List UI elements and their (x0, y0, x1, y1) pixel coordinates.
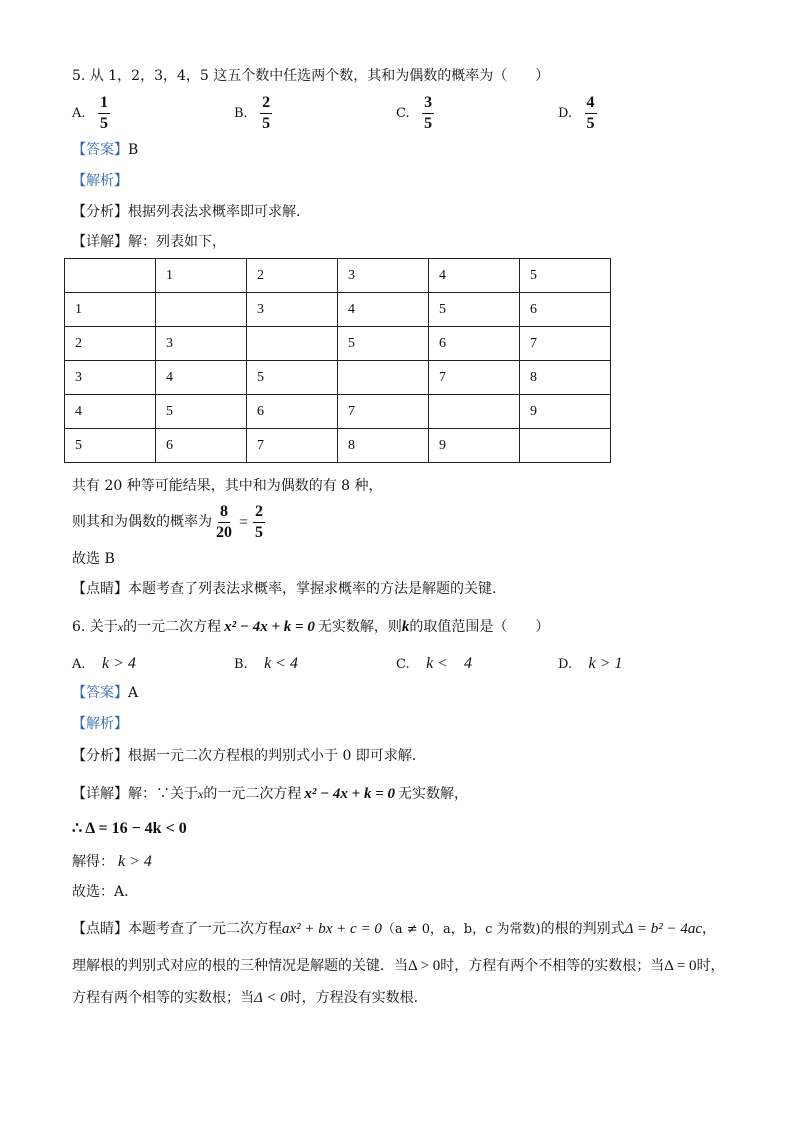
q5-answer (72, 142, 138, 159)
table-cell: 2 (65, 327, 156, 361)
var-k: k (401, 619, 410, 635)
q6-therefore: ∴ Δ = 16 − 4k < 0 (72, 820, 187, 837)
coefficient-condition: （a ≠ 0，a，b，c 为常数) (381, 922, 541, 937)
table-cell: 4 (156, 361, 247, 395)
table-cell: 6 (247, 395, 338, 429)
table-cell: 3 (65, 361, 156, 395)
dianjing-text: 本题考查了一元二次方程 (128, 921, 282, 937)
table-cell: 5 (520, 259, 611, 293)
delta-zero: Δ = 0 (664, 958, 697, 974)
dianjing-text: 理解根的判别式对应的根的三种情况是解题的关键．当 (72, 958, 408, 974)
q5-analysis-tag: 【解析】 (72, 173, 128, 189)
q5-dianjing (72, 581, 496, 598)
table-cell: 2 (247, 259, 338, 293)
q5-probability (72, 503, 265, 541)
table-cell: 3 (247, 293, 338, 327)
table-cell: 4 (338, 293, 429, 327)
q6-dianjing-line3 (72, 989, 418, 1007)
q5-detail (72, 234, 226, 251)
table-row (65, 361, 611, 395)
answer-tag: 【答案】 (72, 142, 128, 158)
solve-result: k > 4 (118, 853, 152, 870)
prob-equals: = (239, 513, 249, 531)
q5-option-c (396, 94, 434, 132)
option-text: k > 1 (588, 655, 623, 672)
option-fraction: $\frac{4}{5}$ (586, 94, 595, 132)
fenxi-text: 根据一元二次方程根的判别式小于 0 即可求解. (128, 748, 417, 764)
table-cell: 3 (338, 259, 429, 293)
table-cell: 9 (520, 395, 611, 429)
option-letter: C. (396, 106, 410, 122)
option-text: k > 4 (101, 655, 136, 672)
dianjing-text: 时，方程有两个不相等的实数根；当 (440, 958, 665, 974)
option-letter: D. (558, 106, 573, 122)
q6-option-c (396, 654, 472, 673)
q6-option-d (558, 654, 622, 673)
dianjing-text: 本题考查了列表法求概率，掌握求概率的方法是解题的关键. (128, 581, 497, 597)
prob-fraction-2: $\frac{2}{5}$ (255, 503, 264, 541)
option-letter: D. (558, 657, 573, 672)
table-row (65, 327, 611, 361)
table-cell: 6 (429, 327, 520, 361)
q6-fenxi (72, 748, 416, 765)
prob-prefix: 则其和为偶数的概率为 (72, 513, 212, 530)
table-row (65, 395, 611, 429)
q6-option-a (72, 654, 136, 673)
dianjing-text: 时， (696, 958, 725, 974)
table-cell: 7 (429, 361, 520, 395)
table-cell: 4 (65, 395, 156, 429)
table-cell: 7 (520, 327, 611, 361)
table-cell: 5 (247, 361, 338, 395)
table-cell (65, 259, 156, 293)
table-cell: 5 (429, 293, 520, 327)
dianjing-text: 方程有两个相等的实数根；当 (72, 990, 254, 1006)
equation: x² − 4x + k = 0 (224, 619, 315, 635)
q6-solve (72, 852, 152, 871)
detail-text: 解：列表如下， (128, 234, 226, 250)
stem-part: 无实数解，则 (317, 619, 402, 635)
general-equation: ax² + bx + c = 0 (282, 921, 382, 937)
answer-tag: 【答案】 (72, 685, 128, 701)
fenxi-tag: 【分析】 (72, 204, 128, 220)
table-cell: 1 (156, 259, 247, 293)
table-cell (520, 429, 611, 463)
equation: x² − 4x + k = 0 (304, 786, 396, 802)
table-cell: 5 (338, 327, 429, 361)
q5-choose: 故选 B (72, 551, 115, 567)
answer-value: A (128, 685, 139, 701)
stem-part: 的一元二次方程 (123, 619, 222, 635)
q6-dianjing-line2 (72, 957, 725, 975)
dianjing-tag: 【点睛】 (72, 921, 128, 937)
table-row (65, 259, 611, 293)
table-cell: 8 (338, 429, 429, 463)
table-cell (247, 327, 338, 361)
detail-tag: 【详解】 (72, 234, 128, 250)
table-cell (429, 395, 520, 429)
option-letter: B. (234, 657, 248, 672)
table-cell: 3 (156, 327, 247, 361)
option-letter: A. (72, 657, 86, 672)
dianjing-tag: 【点睛】 (72, 581, 128, 597)
table-cell: 8 (520, 361, 611, 395)
table-cell: 7 (338, 395, 429, 429)
option-text: k < 4 (264, 655, 299, 672)
q5-total-line: 共有 20 种等可能结果，其中和为偶数的有 8 种， (72, 478, 383, 494)
q5-option-a (72, 94, 110, 132)
stem-part: 的取值范围是（ ） (409, 619, 550, 635)
option-fraction: $\frac{3}{5}$ (424, 94, 433, 132)
q5-stem: 5. 从 1，2，3，4，5 这五个数中任选两个数，其和为偶数的概率为（ ） (72, 68, 550, 84)
table-cell: 5 (156, 395, 247, 429)
delta-negative: Δ < 0 (254, 990, 288, 1006)
option-fraction: $\frac{1}{5}$ (99, 94, 108, 132)
detail-text: 的一元二次方程 (203, 786, 302, 802)
prob-fraction-1: $\frac{8}{20}$ (216, 503, 232, 541)
dianjing-text: 时，方程没有实数根. (287, 990, 419, 1006)
table-cell (156, 293, 247, 327)
delta-positive: Δ > 0 (408, 958, 441, 974)
table-cell: 5 (65, 429, 156, 463)
q6-detail (72, 785, 468, 803)
discriminant-formula: Δ = b² − 4ac (624, 921, 703, 937)
table-cell: 7 (247, 429, 338, 463)
q5-fenxi (72, 204, 300, 221)
q5-option-b (234, 94, 272, 132)
q6-stem (72, 618, 549, 636)
option-letter: B. (234, 106, 248, 122)
option-letter: A. (72, 106, 86, 122)
q6-option-b (234, 654, 298, 673)
table-row (65, 293, 611, 327)
option-letter: C. (396, 657, 410, 672)
q6-choose: 故选：A. (72, 884, 129, 900)
table-cell (338, 361, 429, 395)
q6-analysis-tag: 【解析】 (72, 716, 128, 732)
table-cell: 6 (520, 293, 611, 327)
table-cell: 1 (65, 293, 156, 327)
table-cell: 6 (156, 429, 247, 463)
var-x: x (198, 787, 204, 801)
table-row (65, 429, 611, 463)
q6-dianjing-line1 (72, 920, 716, 938)
detail-text: 解：∵关于 (128, 786, 198, 802)
solve-prefix: 解得： (72, 854, 114, 870)
option-text: k < 4 (426, 655, 472, 672)
fenxi-text: 根据列表法求概率即可求解. (128, 204, 301, 220)
answer-value: B (128, 142, 139, 158)
detail-tag: 【详解】 (72, 786, 128, 802)
dianjing-text: 的根的判别式 (540, 921, 625, 937)
detail-text: 无实数解， (398, 786, 469, 802)
table-cell: 9 (429, 429, 520, 463)
stem-part: 6. 关于 (72, 619, 118, 635)
fenxi-tag: 【分析】 (72, 748, 128, 764)
sum-table (64, 258, 611, 463)
table-cell: 4 (429, 259, 520, 293)
var-x: x (117, 620, 124, 634)
q6-answer (72, 685, 138, 702)
option-fraction: $\frac{2}{5}$ (262, 94, 271, 132)
q5-option-d (558, 94, 597, 132)
dianjing-text: ， (702, 921, 717, 937)
